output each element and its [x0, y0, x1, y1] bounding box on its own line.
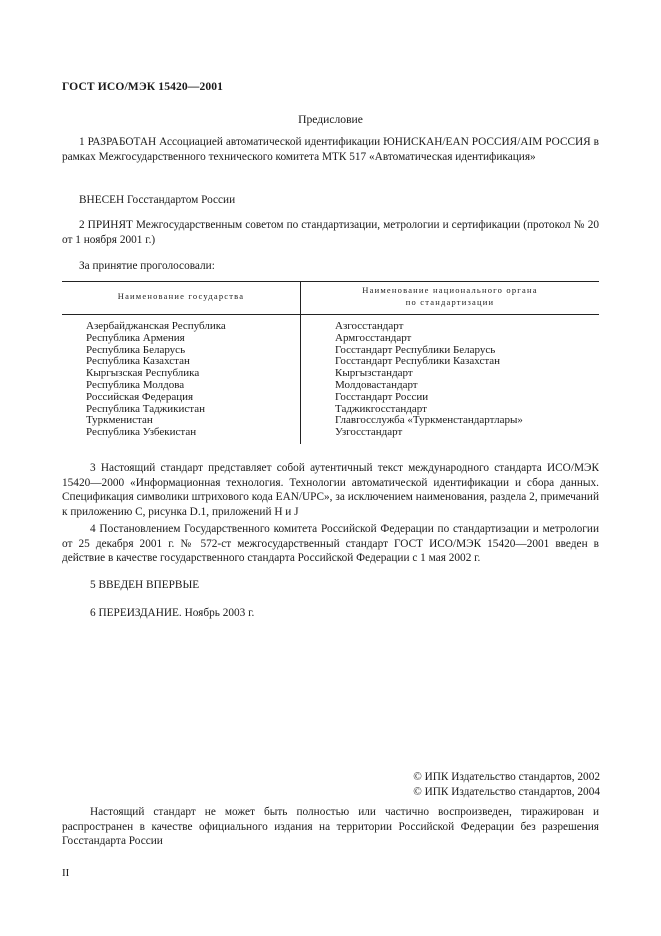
table-header-body [301, 284, 599, 308]
body-row: Главгосслужба «Туркменстандартлары» [335, 414, 523, 427]
body-row: Кыргызстандарт [335, 367, 413, 380]
copyright-line: © ИПК Издательство стандартов, 2004 [413, 785, 600, 798]
voting-table [62, 281, 599, 444]
table-header-body-line1: Наименование национального органа [362, 285, 538, 295]
paragraph-1: 1 РАЗРАБОТАН Ассоциацией автоматической идентификации ЮНИСКАН/EAN РОССИЯ/AIM РОССИЯ в рамках Межгосударственного технического комитета МТК 517 «Автоматическая идентификация» [62, 136, 599, 163]
body-row: Госстандарт Республики Беларусь [335, 343, 496, 356]
state-row: Российская Федерация [86, 390, 194, 403]
state-row: Азербайджанская Республика [86, 320, 226, 332]
state-row: Республика Армения [86, 331, 185, 344]
reproduction-notice: Настоящий стандарт не может быть полностью или частично воспроизведен, тиражирован и распространен в качестве официального издания на территории Российской Федерации без разрешения Госстандарта России [62, 806, 599, 848]
table-header-body-line2: по стандартизации [405, 297, 495, 307]
state-row: Республика Беларусь [86, 343, 186, 356]
section-title: Предисловие [298, 113, 363, 126]
paragraph-5: 5 ВВЕДЕН ВПЕРВЫЕ [90, 579, 200, 591]
paragraph-2: 2 ПРИНЯТ Межгосударственным советом по стандартизации, метрологии и сертификации (протокол № 20 от 1 ноября 2001 г.) [62, 219, 599, 246]
state-row: Республика Казахстан [86, 355, 190, 368]
document-header: ГОСТ ИСО/МЭК 15420—2001 [62, 80, 224, 93]
paragraph-3: 3 Настоящий стандарт представляет собой аутентичный текст международного стандарта ИСО/МЭК 15420—2000 «Информационная технология. Технологии автоматической идентификации и сбора данных. Спецификация символики штрихового кода EAN/UPC», за исключением наименования, раздела 2, примечаний к приложению C, рисунка D.1, приложений H и J [62, 462, 599, 518]
page-number: II [62, 867, 70, 879]
body-row: Госстандарт Республики Казахстан [335, 355, 501, 368]
paragraph-vnesen: ВНЕСЕН Госстандартом России [79, 194, 236, 206]
paragraph-6: 6 ПЕРЕИЗДАНИЕ. Ноябрь 2003 г. [90, 607, 255, 619]
body-row: Госстандарт России [335, 390, 429, 403]
paragraph-vote: За принятие проголосовали: [79, 260, 215, 272]
copyright-line: © ИПК Издательство стандартов, 2002 [413, 771, 600, 783]
state-row: Республика Молдова [86, 378, 185, 391]
state-row: Республика Узбекистан [86, 426, 197, 439]
body-row: Таджикгосстандарт [335, 402, 427, 415]
body-row: Азгосстандарт [335, 320, 404, 332]
state-row: Кыргызская Республика [86, 367, 200, 380]
copyright-block [380, 770, 600, 799]
body-row: Узгосстандарт [335, 426, 403, 439]
state-row: Туркменистан [86, 414, 153, 427]
bodies-column [335, 321, 523, 439]
states-column [86, 321, 226, 439]
body-row: Армгосстандарт [335, 331, 412, 344]
state-row: Республика Таджикистан [86, 402, 205, 415]
paragraph-4: 4 Постановлением Государственного комитета Российской Федерации по стандартизации и метрологии от 25 декабря 2001 г. № 572-ст межгосударственный стандарт ГОСТ ИСО/МЭК 15420—2001 введен в действие в качестве государственного стандарта Российской Федерации с 1 мая 2002 г. [62, 523, 599, 565]
body-row: Молдовастандарт [335, 378, 418, 391]
table-header-state: Наименование государства [117, 291, 245, 301]
